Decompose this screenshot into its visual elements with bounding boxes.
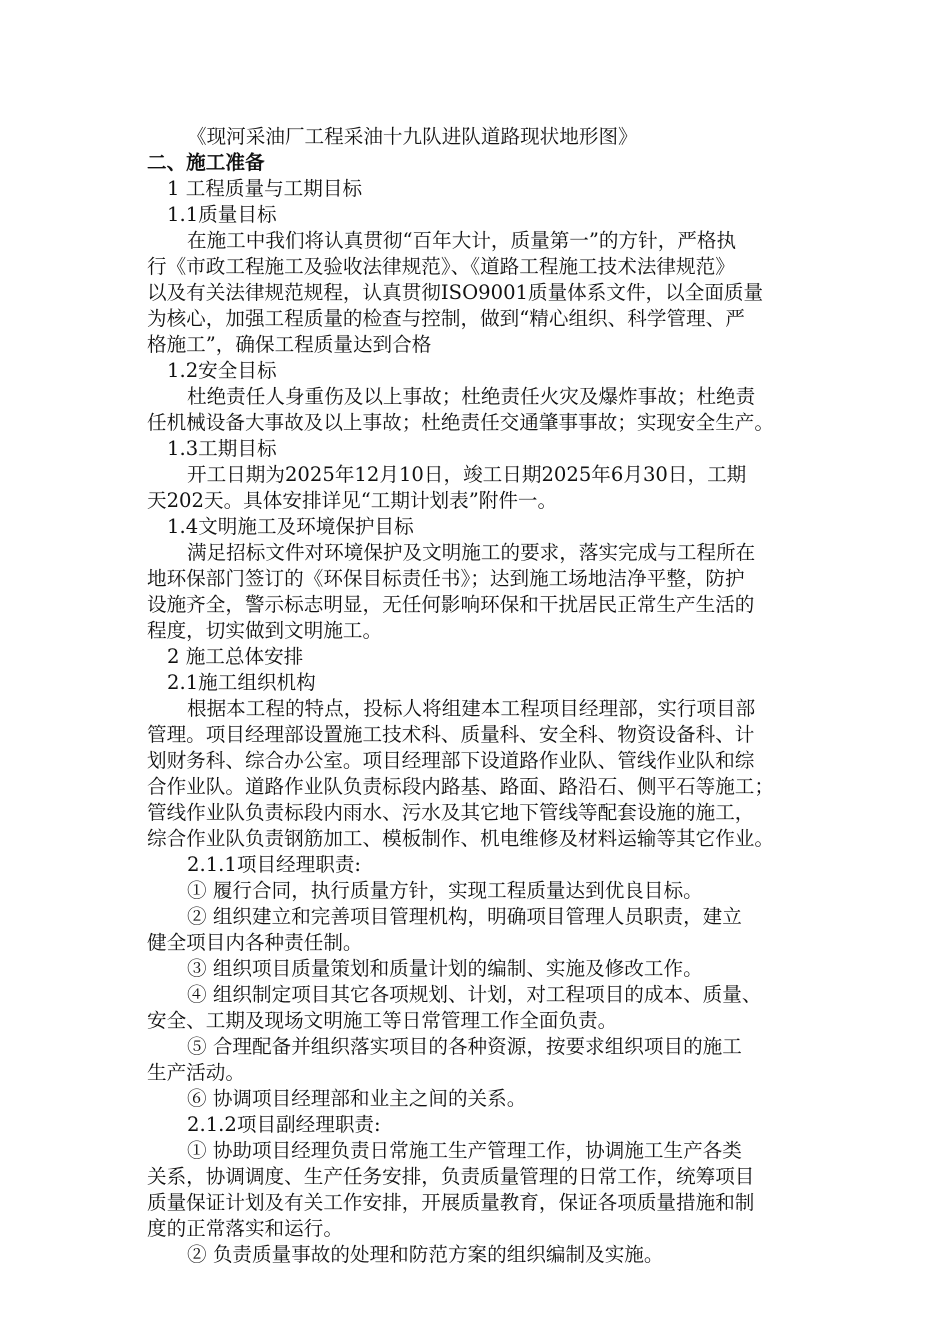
- paragraph-line: 合作业队。道路作业队负责标段内路基、路面、路沿石、侧平石等施工；: [147, 775, 774, 798]
- paragraph-line: 安全、工期及现场文明施工等日常管理工作全面负责。: [147, 1009, 618, 1032]
- paragraph-line: 任机械设备大事故及以上事故；杜绝责任交通肇事事故；实现安全生产。: [147, 411, 774, 434]
- subsection-heading: 1.2安全目标: [167, 359, 277, 382]
- paragraph-line: 行《市政工程施工及验收法律规范》、《道路工程施工技术法律规范》: [147, 255, 735, 278]
- list-item: ① 协助项目经理负责日常施工生产管理工作，协调施工生产各类: [187, 1139, 742, 1162]
- list-item: ① 履行合同，执行质量方针，实现工程质量达到优良目标。: [187, 879, 703, 902]
- paragraph-line: 根据本工程的特点，投标人将组建本工程项目经理部，实行项目部: [187, 697, 756, 720]
- paragraph-line: 满足招标文件对环境保护及文明施工的要求，落实完成与工程所在: [187, 541, 756, 564]
- subsection-heading: 1 工程质量与工期目标: [167, 177, 363, 200]
- paragraph-line: 管线作业队负责标段内雨水、污水及其它地下管线等配套设施的施工，: [147, 801, 755, 824]
- subsection-heading: 2.1施工组织机构: [167, 671, 316, 694]
- paragraph-line: 生产活动。: [147, 1061, 245, 1084]
- list-item: ④ 组织制定项目其它各项规划、计划，对工程项目的成本、质量、: [187, 983, 762, 1006]
- paragraph-line: 在施工中我们将认真贯彻“百年大计，质量第一”的方针，严格执: [187, 229, 737, 252]
- paragraph-line: 关系，协调调度、生产任务安排，负责质量管理的日常工作，统筹项目: [147, 1165, 755, 1188]
- subsection-heading: 1.1质量目标: [167, 203, 277, 226]
- paragraph-line: 程度，切实做到文明施工。: [147, 619, 383, 642]
- paragraph-line: 划财务科、综合办公室。项目经理部下设道路作业队、管线作业队和综: [147, 749, 755, 772]
- paragraph-line: 以及有关法律规范规程，认真贯彻ISO9001质量体系文件，以全面质量: [147, 281, 764, 304]
- subsection-heading: 2.1.1项目经理职责:: [187, 853, 362, 876]
- paragraph-line: 管理。项目经理部设置施工技术科、质量科、安全科、物资设备科、计: [147, 723, 755, 746]
- subsection-heading: 2.1.2项目副经理职责:: [187, 1113, 381, 1136]
- list-item: ③ 组织项目质量策划和质量计划的编制、实施及修改工作。: [187, 957, 703, 980]
- subsection-heading: 1.3工期目标: [167, 437, 277, 460]
- paragraph-line: 质量保证计划及有关工作安排，开展质量教育，保证各项质量措施和制: [147, 1191, 755, 1214]
- paragraph-line: 天202天。具体安排详见“工期计划表”附件一。: [147, 489, 558, 512]
- paragraph-line: 为核心，加强工程质量的检查与控制，做到“精心组织、科学管理、严: [147, 307, 745, 330]
- paragraph-line: 健全项目内各种责任制。: [147, 931, 363, 954]
- list-item: ⑤ 合理配备并组织落实项目的各种资源，按要求组织项目的施工: [187, 1035, 742, 1058]
- subsection-heading: 2 施工总体安排: [167, 645, 304, 668]
- paragraph-line: 综合作业队负责钢筋加工、模板制作、机电维修及材料运输等其它作业。: [147, 827, 774, 850]
- paragraph-line: 杜绝责任人身重伤及以上事故；杜绝责任火灾及爆炸事故；杜绝责: [187, 385, 756, 408]
- paragraph-line: 地环保部门签订的《环保目标责任书》；达到施工场地洁净平整，防护: [147, 567, 745, 590]
- section-heading: 二、施工准备: [147, 151, 265, 174]
- list-item: ② 负责质量事故的处理和防范方案的组织编制及实施。: [187, 1243, 664, 1266]
- paragraph-line: 开工日期为2025年12月10日，竣工日期2025年6月30日，工期: [187, 463, 747, 486]
- list-item: ⑥ 协调项目经理部和业主之间的关系。: [187, 1087, 527, 1110]
- list-item: ② 组织建立和完善项目管理机构，明确项目管理人员职责，建立: [187, 905, 742, 928]
- paragraph-line: 设施齐全，警示标志明显，无任何影响环保和干扰居民正常生产生活的: [147, 593, 755, 616]
- figure-caption: 《现河采油厂工程采油十九队进队道路现状地形图》: [187, 125, 638, 148]
- subsection-heading: 1.4文明施工及环境保护目标: [167, 515, 414, 538]
- paragraph-line: 度的正常落实和运行。: [147, 1217, 343, 1240]
- paragraph-line: 格施工”，确保工程质量达到合格: [147, 333, 432, 356]
